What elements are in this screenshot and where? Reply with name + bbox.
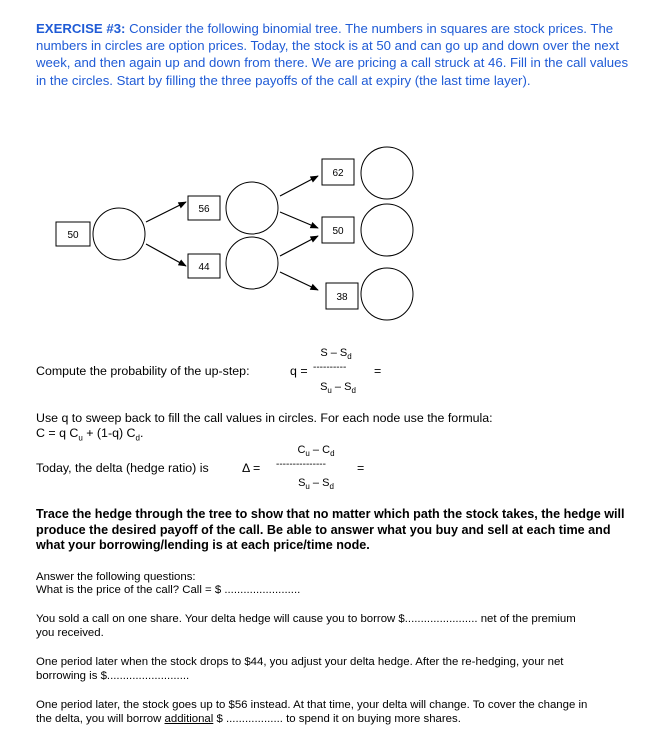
questions-heading: Answer the following questions:	[36, 571, 196, 583]
price-ud: 50	[332, 226, 344, 237]
option-circle-up[interactable]	[226, 182, 278, 234]
question-rehedge-b: borrowing is $..........................	[36, 670, 190, 682]
arrow-44-to-38	[280, 272, 318, 290]
binomial-tree	[0, 0, 665, 340]
price-uu: 62	[332, 168, 344, 179]
price-dd: 38	[336, 292, 348, 303]
delta-denominator-a: S	[298, 477, 306, 489]
delta-denominator-b: – S	[309, 477, 330, 489]
sweep-line1: Use q to sweep back to fill the call values in circles. For each node use the formula:	[36, 411, 493, 425]
prob-label: Compute the probability of the up-step:	[36, 364, 250, 378]
arrow-50-to-56	[146, 202, 186, 222]
exercise-text: Consider the following binomial tree. The numbers in squares are stock prices. The numbers in circles are option prices. Today, the stock is at 50 and can go up and down over the next week, and then again up and down from there. We are pricing a call struck at 46. Fill in the call values in the circles. Start by filling the three payoffs of the call at expiry (the last time layer).	[36, 21, 629, 88]
sweep-formula-b: + (1-q) C	[82, 426, 136, 440]
delta-fraction-bar: ---------------	[276, 459, 326, 470]
prob-numerator	[312, 347, 360, 361]
question-up-b-text: the delta, you will borrow	[36, 713, 165, 725]
prob-denominator-sub1: u	[327, 386, 332, 396]
question-up-a: One period later, the stock goes up to $56 instead. At that time, your delta will change. To cover the change in	[36, 699, 588, 711]
price-up: 56	[198, 204, 210, 215]
prob-denominator	[310, 381, 366, 395]
prob-denominator-sub2: d	[351, 386, 356, 396]
prob-fraction-bar: ----------	[313, 362, 347, 373]
arrow-50-to-44	[146, 244, 186, 266]
delta-numerator-sub1: u	[305, 449, 310, 459]
question-rehedge-a: One period later when the stock drops to $44, you adjust your delta hedge. After the re-hedging, your net	[36, 656, 564, 668]
option-circle-ud[interactable]	[361, 204, 413, 256]
delta-symbol: Δ =	[242, 461, 261, 475]
question-borrow-c: you received.	[36, 627, 104, 639]
trace-instructions: Trace the hedge through the tree to show that no matter which path the stock takes, the hedge will produce the desired payoff of the call. Be able to answer what you buy and sell at each time and what your borrowing/lending is at each price/time node.	[36, 507, 625, 553]
sweep-formula-a: C = q C	[36, 426, 79, 440]
question-up-underline: additional	[164, 713, 214, 725]
sweep-formula-sub1: u	[78, 433, 83, 443]
question-borrow-a: You sold a call on one share. Your delta hedge will cause you to borrow $.......................	[36, 613, 478, 625]
sweep-formula-c: .	[139, 426, 144, 440]
price-root: 50	[67, 230, 79, 241]
delta-numerator	[286, 444, 346, 458]
delta-denominator-sub1: u	[305, 482, 310, 492]
sweep-formula	[36, 426, 143, 445]
delta-numerator-b: – C	[309, 444, 331, 456]
price-down: 44	[198, 262, 210, 273]
prob-numerator-sub: d	[347, 352, 352, 362]
delta-equals: =	[357, 461, 365, 475]
prob-denominator-mid: – S	[331, 381, 352, 393]
prob-numerator-text: S – S	[320, 347, 348, 359]
prob-denominator-s: S	[320, 381, 328, 393]
option-circle-root[interactable]	[93, 208, 145, 260]
option-circle-dd[interactable]	[361, 268, 413, 320]
exercise-label: EXERCISE #3:	[36, 21, 126, 36]
question-borrow-b: net of the premium	[477, 613, 576, 625]
question-up-c: $ .................. to spend it on buying more shares.	[213, 713, 461, 725]
delta-numerator-a: C	[297, 444, 306, 456]
question-up-b	[36, 712, 461, 726]
question-borrow	[36, 612, 646, 626]
arrow-56-to-50	[280, 212, 318, 228]
delta-numerator-sub2: d	[330, 449, 335, 459]
delta-denominator-sub2: d	[329, 482, 334, 492]
arrow-56-to-62	[280, 176, 318, 196]
delta-denominator	[286, 477, 346, 491]
arrow-44-to-50	[280, 236, 318, 256]
delta-label: Today, the delta (hedge ratio) is	[36, 461, 209, 475]
question-call-price: What is the price of the call? Call = $ ........................	[36, 584, 301, 596]
prob-q-eq: q =	[290, 364, 308, 378]
prob-equals: =	[374, 364, 382, 378]
option-circle-uu[interactable]	[361, 147, 413, 199]
option-circle-down[interactable]	[226, 237, 278, 289]
sweep-formula-sub2: d	[135, 433, 140, 443]
